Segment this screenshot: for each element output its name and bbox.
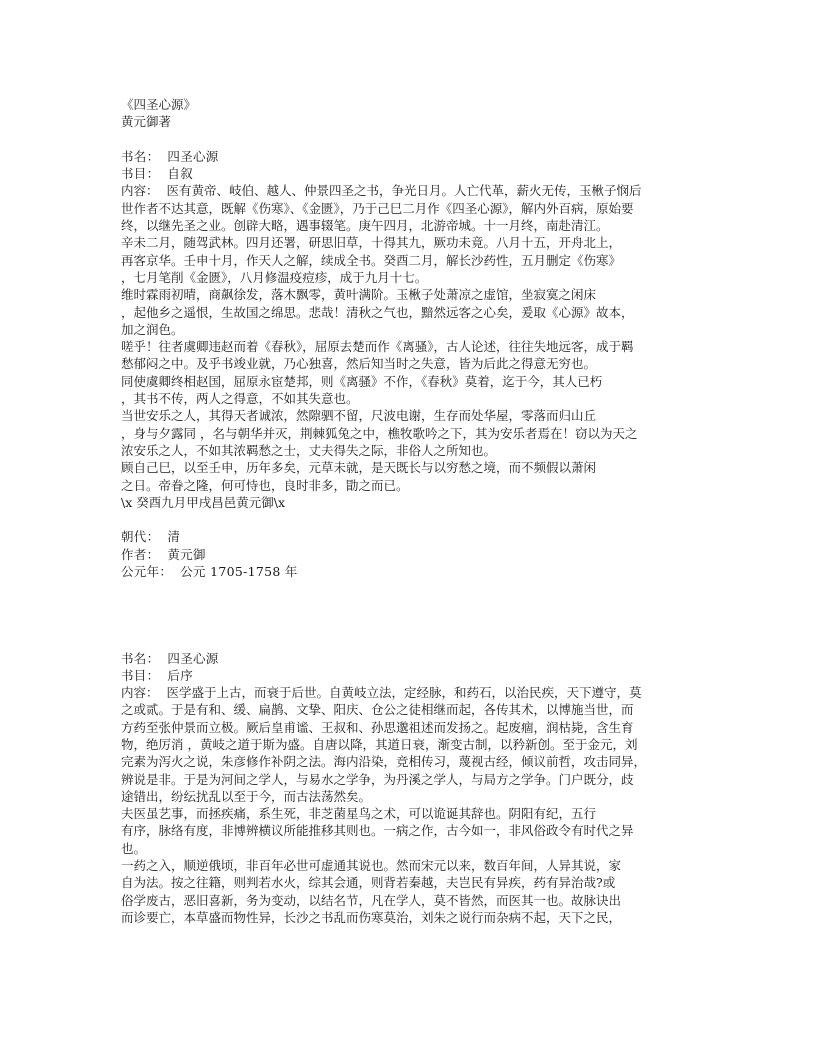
content-label: 内容： <box>121 183 159 199</box>
text-line: 世作者不达其意，既解《伤寒》、《金匮》，乃于己巳二月作《四圣心源》，解内外百病，原始要 <box>121 200 634 216</box>
text-line: 夫医虽艺事，而拯疾痛，系生死，非芝菌星鸟之术，可以诡诞其辞也。阴阳有纪，五行 <box>121 806 597 822</box>
chapter-label: 书目： <box>121 166 160 182</box>
author-row <box>121 546 697 563</box>
book-name-label: 书名： <box>121 650 160 666</box>
text-line: 途错出，纷纭扰乱以至于今，而古法荡然矣。 <box>121 788 372 804</box>
text-line: 而诊要亡，本草盛而物性异，长沙之书乱而伤寒莫治，刘朱之说行而杂病不起，天下之民， <box>121 909 622 925</box>
text-line: 完素为泻火之说，朱彦修作补阴之法。海内沿染，竞相传习，蔑视古经，倾议前哲，攻击同异， <box>121 754 647 770</box>
year-value: 公元 1705-1758 年 <box>180 564 298 580</box>
chapter-row <box>121 165 697 182</box>
year-label: 公元年： <box>121 564 173 580</box>
text-line: 物，绝厉消 ，黄岐之道于斯为盛。自唐以降，其道日衰，渐变古制，以矜新创。至于金元，刘 <box>121 736 638 752</box>
text-line: 也。 <box>121 840 147 856</box>
spacer <box>121 580 697 615</box>
text-line: 加之润色。 <box>121 321 184 337</box>
text-line: 俗学废古，恶旧喜新，务为变动，以结名节，凡在学人，莫不皆然，而医其一也。故脉诀出 <box>121 892 622 908</box>
spacer <box>121 511 697 528</box>
author-line: 黄元御著 <box>121 114 172 130</box>
dynasty-value: 清 <box>167 529 181 545</box>
text-line: 之或贰。于是有和、缓、扁鹊、文挚、阳庆、仓公之徒相继而起，各传其术，以博施当世，而 <box>121 702 634 718</box>
chapter-value: 后序 <box>167 667 194 683</box>
chapter-label: 书目： <box>121 667 160 683</box>
content-label: 内容： <box>121 685 159 701</box>
chapter-value: 自叙 <box>167 166 194 182</box>
content-first-line <box>121 182 697 199</box>
text-line: 顾自己巳，以至壬申，历年多矣，元草未就，是天既长与以穷愁之境，而不频假以萧闲 <box>121 460 597 476</box>
book-title: 《四圣心源》 <box>121 97 197 112</box>
text-line: 有序，脉络有度，非博辨横议所能推移其则也。一病之作，古今如一，非风俗政令有时代之异 <box>121 823 634 839</box>
text-line: ，起他乡之遥恨，生故国之绵思。悲哉！清秋之气也，黯然远客之心矣，爰取《心源》故本， <box>121 304 634 320</box>
section-postface <box>121 650 697 927</box>
book-name-value: 四圣心源 <box>167 650 219 666</box>
text-line: ，身与夕露同 ，名与朝华并灭，荆棘狐兔之中，樵牧歌吟之下，其为安乐者焉在！窃以为天之 <box>121 425 638 441</box>
book-name-label: 书名： <box>121 148 160 164</box>
dynasty-label: 朝代： <box>121 529 160 545</box>
section-preface <box>121 148 697 580</box>
text-line: 终，以继先圣之业。创辟大略，遇事辍笔。庚午四月，北游帝城。十一月终，南赴清江。 <box>121 218 609 234</box>
content-first-text: 医有黄帝、岐伯、越人、仲景四圣之书，争光日月。人亡代革，薪火无传，玉楸子悯后 <box>166 183 642 199</box>
spacer <box>121 131 697 148</box>
signature-line: \x 癸酉九月甲戌昌邑黄元御\x <box>121 494 285 510</box>
text-line: 当世安乐之人，其得天者诚浓，然隙驷不留，尺波电谢，生存而处华屋，零落而归山丘 <box>121 408 597 424</box>
text-line: 一药之入，顺逆俄顷，非百年必世可虚通其说也。然而宋元以来，数百年间，人异其说，家 <box>121 858 622 874</box>
text-line: 浓安乐之人，不如其浓羁愁之士，丈夫得失之际，非俗人之所知也。 <box>121 442 497 458</box>
content-first-line <box>121 684 697 701</box>
text-line: ，七月笔削《金匮》，八月修温疫痘疹，成于九月十七。 <box>121 269 428 285</box>
text-line: 嗟乎！往者虞卿违赵而着《春秋》，屈原去楚而作《离骚》，古人论述，往往失地远客，成于羁 <box>121 339 634 355</box>
year-row <box>121 563 697 580</box>
document-page <box>121 96 697 926</box>
text-line: 再客京华。壬申十月，作天人之解，续成全书。癸酉二月，解长沙药性，五月删定《伤寒》 <box>121 252 622 268</box>
text-line: 自为法。按之往籍，则判若水火，综其会通，则背若秦越，夫岂民有异疾，药有异治哉?或 <box>121 875 616 891</box>
book-name-row <box>121 148 697 165</box>
text-line: 之日。帝眷之隆，何可恃也，良时非多，勖之而已。 <box>121 477 409 493</box>
chapter-row <box>121 667 697 684</box>
text-line: 辛未二月，随驾武林。四月还署，研思旧草，十得其九，厥功未竟。八月十五，开舟北上， <box>121 235 622 251</box>
text-line: 维时霖雨初晴，商飙徐发，落木飘零，黄叶满阶。玉楸子处萧凉之虚馆，坐寂寞之闲床 <box>121 287 597 303</box>
book-name-row <box>121 650 697 667</box>
content-first-text: 医学盛于上古，而衰于后世。自黄岐立法，定经脉，和药石，以治民疾，天下遵守，莫 <box>166 685 642 701</box>
author-label: 作者： <box>121 546 160 562</box>
text-line: 同使虞卿终相赵国，屈原永宦楚邦，则《离骚》不作，《春秋》莫着，迄于今，其人已朽 <box>121 373 603 389</box>
dynasty-row <box>121 528 697 545</box>
book-name-value: 四圣心源 <box>167 148 219 164</box>
text-line: 辨说是非。于是为河间之学人，与易水之学争，为丹溪之学人，与局方之学争。门户既分，歧 <box>121 771 634 787</box>
text-line: ，其书不传，两人之得意，不如其失意也。 <box>121 391 359 407</box>
text-line: 方药至张仲景而立极。厥后皇甫谧、王叔和、孙思邈祖述而发扬之。起废痼，润枯毙，含生育 <box>121 719 634 735</box>
author-value: 黄元御 <box>167 546 206 562</box>
spacer <box>121 615 697 650</box>
text-line: 愁郁闷之中。及乎书竣业就，乃心独喜，然后知当时之失意，皆为后此之得意无穷也。 <box>121 356 597 372</box>
